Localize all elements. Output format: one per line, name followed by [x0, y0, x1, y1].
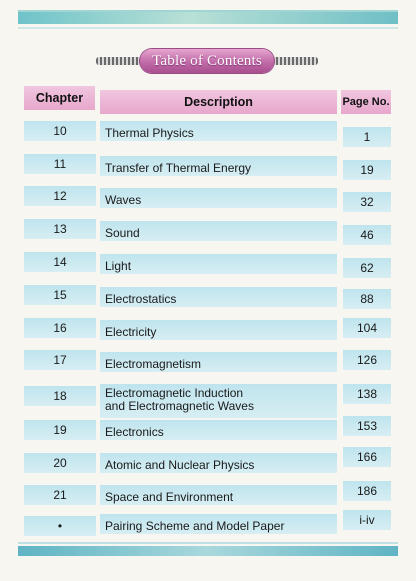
- chapter-number: •: [24, 516, 96, 536]
- chapter-title: Electronics: [100, 420, 337, 440]
- chapter-number: 21: [24, 485, 96, 505]
- header-page: Page No.: [341, 90, 391, 114]
- page-number: 186: [343, 481, 391, 501]
- chapter-title: Electromagnetic Induction: [105, 386, 244, 400]
- page-title: Table of Contents: [152, 52, 262, 69]
- page-number: i-iv: [343, 510, 391, 530]
- page-number: 1: [343, 127, 391, 147]
- page-number: 62: [343, 258, 391, 278]
- title-banner: [96, 48, 318, 74]
- chapter-number: 20: [24, 453, 96, 473]
- chapter-title: Atomic and Nuclear Physics: [100, 453, 337, 473]
- chapter-title: Electricity: [100, 320, 337, 340]
- chapter-title: Transfer of Thermal Energy: [100, 156, 337, 176]
- chapter-number: 10: [24, 121, 96, 141]
- page-number: 126: [343, 350, 391, 370]
- page-number: 88: [343, 289, 391, 309]
- header-description: Description: [100, 90, 337, 114]
- chapter-number: 15: [24, 285, 96, 305]
- chapter-title: Electrostatics: [100, 287, 337, 307]
- chapter-title: Thermal Physics: [100, 121, 337, 141]
- chapter-number: 16: [24, 318, 96, 338]
- chapter-title: Light: [100, 254, 337, 274]
- chapter-title: Sound: [100, 221, 337, 241]
- page-number: 138: [343, 384, 391, 404]
- chapter-title: Space and Environment: [100, 485, 337, 505]
- page-number: 19: [343, 160, 391, 180]
- page-number: 166: [343, 447, 391, 467]
- chapter-title: Waves: [100, 188, 337, 208]
- title-pill: [140, 49, 274, 73]
- chapter-title-continued: and Electromagnetic Waves: [105, 399, 254, 413]
- page-number: 46: [343, 225, 391, 245]
- chapter-title-block: [100, 384, 337, 418]
- chapter-number: 13: [24, 219, 96, 239]
- chapter-number: 12: [24, 186, 96, 206]
- chapter-title: Pairing Scheme and Model Paper: [100, 514, 337, 534]
- page-number: 104: [343, 318, 391, 338]
- chapter-number: 14: [24, 252, 96, 272]
- chapter-number: 18: [24, 386, 96, 406]
- page-number: 32: [343, 192, 391, 212]
- chapter-title: Electromagnetism: [100, 352, 337, 372]
- chapter-number: 17: [24, 350, 96, 370]
- chapter-number: 19: [24, 420, 96, 440]
- bottom-decorative-band: [18, 546, 398, 556]
- page-number: 153: [343, 416, 391, 436]
- chapter-number: 11: [24, 154, 96, 174]
- header-chapter: Chapter: [24, 86, 95, 110]
- top-decorative-band: [18, 10, 398, 24]
